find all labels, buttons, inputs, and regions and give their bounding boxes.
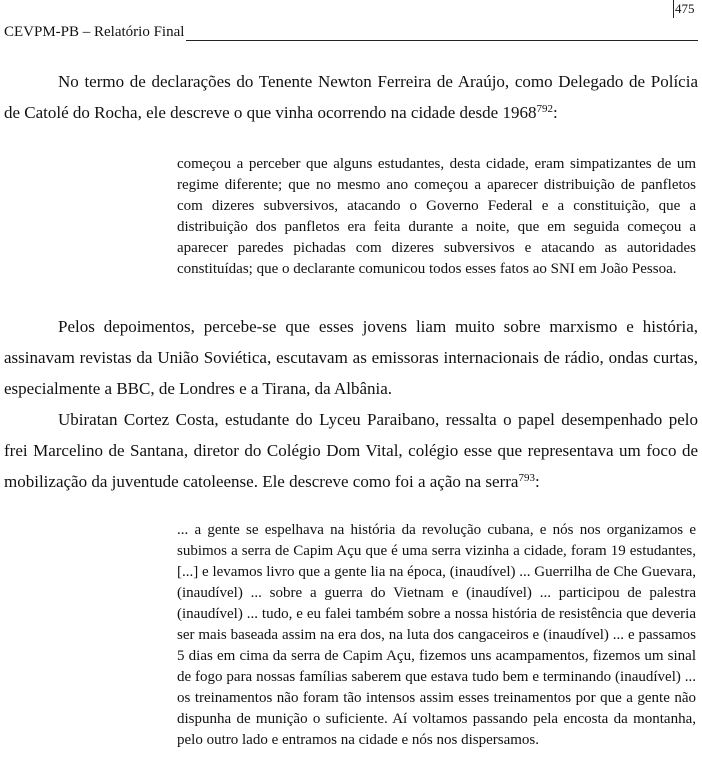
running-header — [4, 24, 698, 41]
paragraph-3-colon: : — [534, 472, 540, 491]
paragraph-3-text: Ubiratan Cortez Costa, estudante do Lyceu Paraibano, ressalta o papel desempenhado pelo frei Marcelino de Santana, diretor do Colégio Dom Vital, colégio esse que representava um foco de mobilização da juventude catoleense. Ele descreve como foi a ação na serra — [4, 410, 698, 491]
footnote-ref-793: 793 — [518, 472, 535, 484]
paragraph-1-text: No termo de declarações do Tenente Newton Ferreira de Araújo, como Delegado de Polícia de Catolé do Rocha, ele descreve o que vinha ocorrendo na cidade desde 1968 — [4, 72, 698, 122]
page-number-divider — [673, 0, 674, 18]
block-quote-2: ... a gente se espelhava na história da revolução cubana, e nós nos organizamos e subimos a serra de Capim Açu que é uma serra vizinha a cidade, foram 19 estudantes, [...] e levamos livro que a gente lia na época, (inaudível) ... Guerrilha de Che Guevara, (inaudível) ... sobre a guerra do Vietnam e (inaudível) ... participou de palestra (inaudível) ... tudo, e eu falei também sobre a nossa história de resistência que deveria ser mais baseada assim na era dos, na luta dos cangaceiros e (inaudível) ... e passamos 5 dias em cima da serra de Capim Açu, fizemos uns acampamentos, fizemos um sinal de fogo para nossas famílias saberem que estava tudo bem e terminando (inaudível) ... os treinamentos não foram tão intensos assim esses treinamentos por que a gente não dispunha de munição o suficiente. Aí voltamos passando pela encosta da montanha, pelo outro lado e entramos na cidade e nós nos dispersamos. — [177, 522, 696, 748]
paragraph-3 — [4, 404, 698, 497]
header-title: CEVPM-PB – Relatório Final — [4, 24, 185, 40]
paragraph-1 — [4, 66, 698, 128]
page-number: 475 — [675, 1, 695, 16]
block-quote-1: começou a perceber que alguns estudantes, desta cidade, eram simpatizantes de um regime diferente; que no mesmo ano começou a aparecer distribuição de panfletos com dizeres subversivos, atacando o Governo Federal e a constituição, que a distribuição dos panfletos era feita durante a noite, que em seguida começou a aparecer paredes pichadas com dizeres subversivos e atacando as autoridades constituídas; que o declarante comunicou todos esses fatos ao SNI em João Pessoa. — [177, 156, 696, 277]
paragraph-2: Pelos depoimentos, percebe-se que esses jovens liam muito sobre marxismo e história, assinavam revistas da União Soviética, escutavam as emissoras internacionais de rádio, ondas curtas, especialmente a BBC, de Londres e a Tirana, da Albânia. — [4, 317, 698, 398]
footnote-ref-792: 792 — [536, 103, 553, 115]
paragraph-1-colon: : — [552, 103, 558, 122]
header-rule — [186, 28, 698, 41]
